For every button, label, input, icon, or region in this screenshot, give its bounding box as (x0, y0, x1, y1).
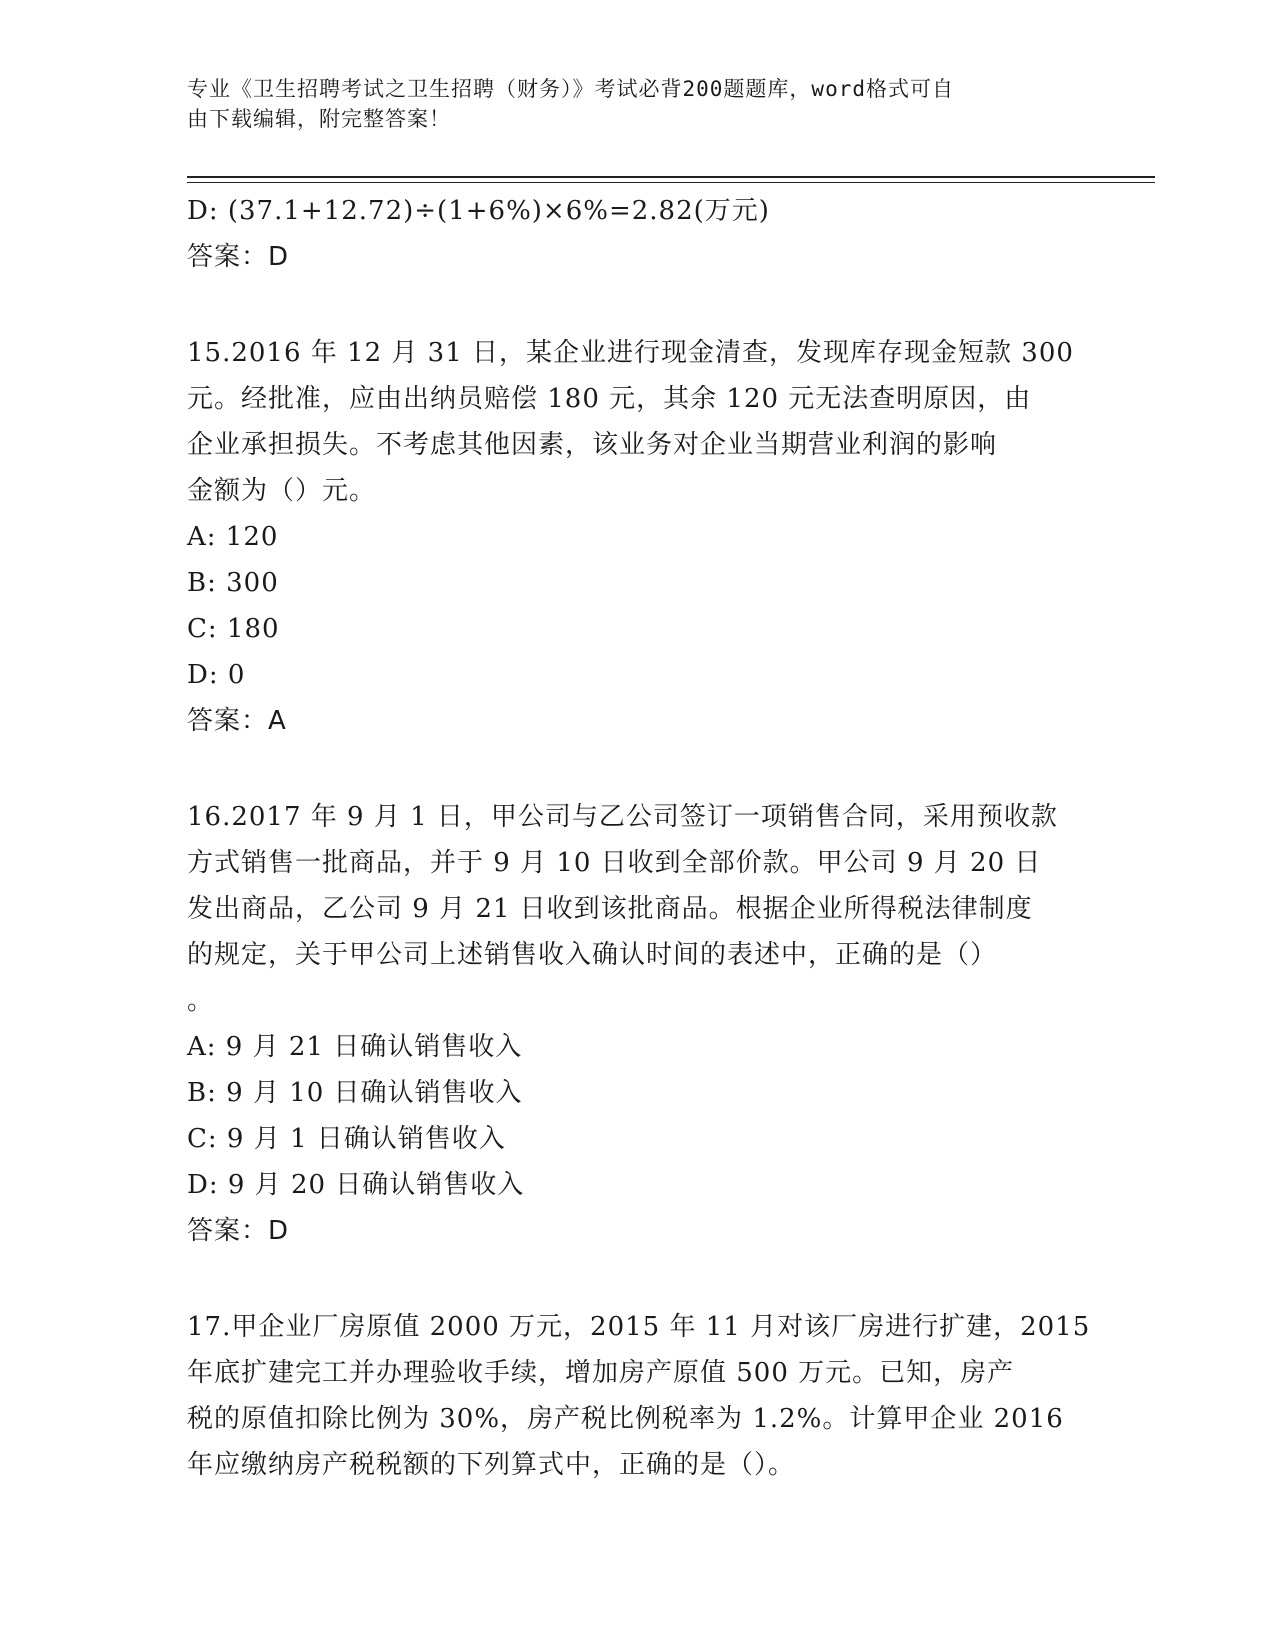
previous-question-tail (187, 188, 1087, 280)
header-rule-thin (187, 182, 1155, 183)
option-b: B: 9 月 10 日确认销售收入 (187, 1078, 523, 1108)
document-header (187, 74, 1067, 134)
option-d: D: 0 (187, 660, 246, 690)
question-16 (187, 794, 1087, 1254)
question-line: 年底扩建完工并办理验收手续，增加房产原值 500 万元。已知，房产 (187, 1358, 1015, 1388)
question-15 (187, 330, 1087, 744)
question-line: 金额为（）元。 (187, 476, 377, 506)
question-line: 元。经批准，应由出纳员赔偿 180 元，其余 120 元无法查明原因，由 (187, 384, 1032, 414)
question-line: 17.甲企业厂房原值 2000 万元，2015 年 11 月对该厂房进行扩建，2015 (187, 1312, 1091, 1342)
document-body (187, 188, 1091, 1488)
header-line-2: 由下载编辑，附完整答案！ (187, 107, 451, 131)
question-line: 年应缴纳房产税税额的下列算式中，正确的是（）。 (187, 1450, 796, 1480)
question-text (187, 330, 1087, 514)
question-text (187, 794, 1087, 1024)
header-line-1: 专业《卫生招聘考试之卫生招聘（财务）》考试必背200题题库，word格式可自 (187, 77, 954, 101)
question-line: 16.2017 年 9 月 1 日，甲公司与乙公司签订一项销售合同，采用预收款 (187, 802, 1058, 832)
question-line: 的规定，关于甲公司上述销售收入确认时间的表述中，正确的是（） (187, 940, 998, 970)
option-c: C: 9 月 1 日确认销售收入 (187, 1124, 506, 1154)
question-line: 企业承担损失。不考虑其他因素，该业务对企业当期营业利润的影响 (187, 430, 998, 460)
option-a: A: 9 月 21 日确认销售收入 (187, 1032, 523, 1062)
option-b: B: 300 (187, 568, 279, 598)
question-line: 。 (187, 986, 215, 1016)
question-line: 发出商品，乙公司 9 月 21 日收到该批商品。根据企业所得税法律制度 (187, 894, 1033, 924)
option-d: D: (37.1+12.72)÷(1+6%)×6%=2.82(万元) (187, 196, 770, 226)
option-a: A: 120 (187, 522, 279, 552)
answer-line: 答案：D (187, 1216, 290, 1246)
answer-line: 答案：D (187, 242, 290, 272)
question-text (187, 1304, 1091, 1488)
answer-line: 答案：A (187, 706, 287, 736)
question-line: 15.2016 年 12 月 31 日，某企业进行现金清查，发现库存现金短款 300 (187, 338, 1074, 368)
option-d: D: 9 月 20 日确认销售收入 (187, 1170, 525, 1200)
header-rule-thick (187, 176, 1155, 178)
question-line: 税的原值扣除比例为 30%，房产税比例税率为 1.2%。计算甲企业 2016 (187, 1404, 1064, 1434)
question-line: 方式销售一批商品，并于 9 月 10 日收到全部价款。甲公司 9 月 20 日 (187, 848, 1042, 878)
option-c: C: 180 (187, 614, 280, 644)
question-17 (187, 1304, 1091, 1488)
